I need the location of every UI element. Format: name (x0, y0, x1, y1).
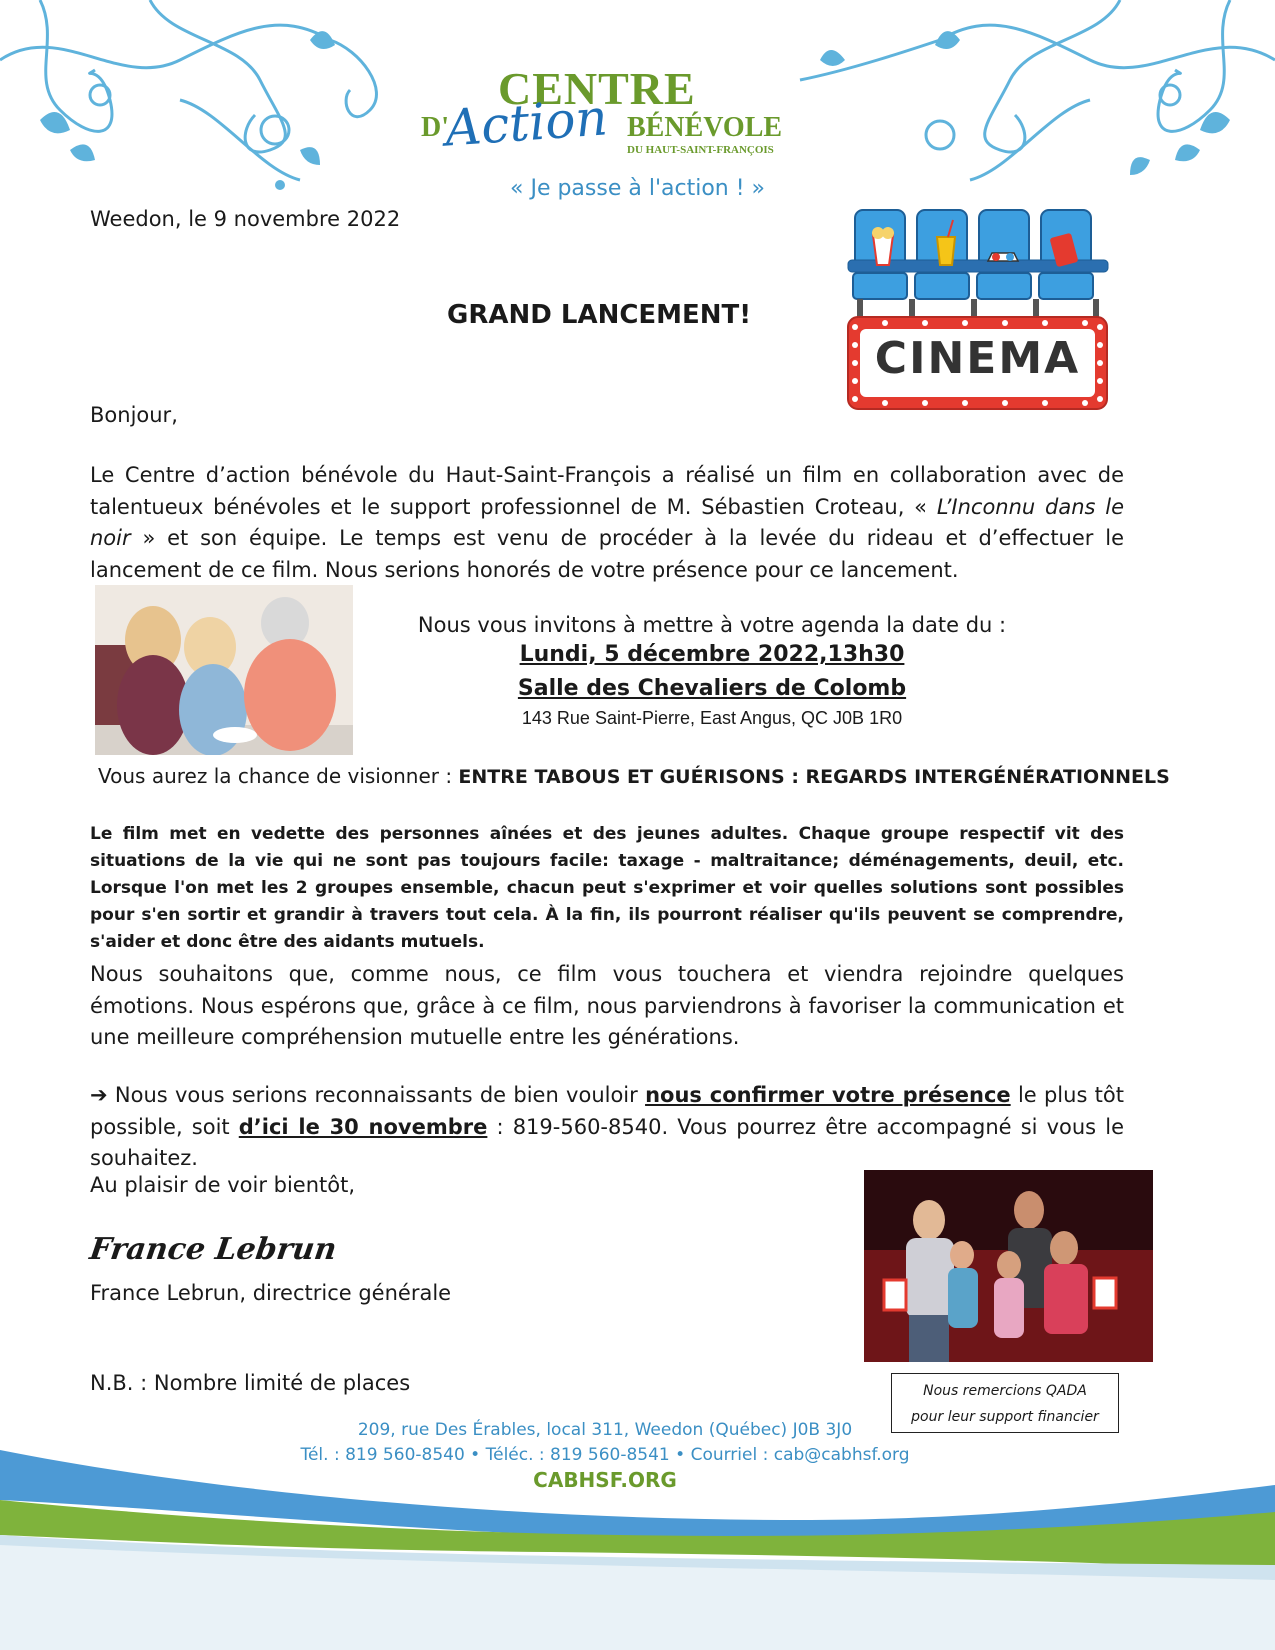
intro-paragraph (90, 460, 1124, 586)
footer-contact: Tél. : 819 560-8540 • Téléc. : 819 560-8541 • Courriel : cab@cabhsf.org (300, 1445, 910, 1465)
rsvp-deadline: d’ici le 30 novembre (238, 1114, 488, 1139)
organization-logo (415, 62, 795, 172)
event-date: Lundi, 5 décembre 2022,13h30 (519, 642, 905, 667)
film-line (98, 764, 1198, 788)
rsvp-text-3: : 819-560-8540. Vous pourrez être accompagné si vous le souhaitez. (90, 1114, 1124, 1170)
event-address: 143 Rue Saint-Pierre, East Angus, QC J0B 1R0 (521, 708, 903, 728)
invite-line: Nous vous invitons à mettre à votre agenda la date du : (417, 613, 1007, 637)
signature: France Lebrun (87, 1232, 339, 1267)
cinema-illustration (845, 205, 1110, 415)
film-intro: Vous aurez la chance de visionner : (98, 764, 459, 788)
rsvp-confirm: nous confirmer votre présence (645, 1083, 1011, 1107)
closing: Au plaisir de voir bientôt, (90, 1173, 356, 1197)
photo-three-women (95, 585, 353, 755)
signer-name: France Lebrun, directrice générale (90, 1281, 452, 1305)
intro-text-2: » et son équipe. Le temps est venu de procéder à la levée du rideau et d’effectuer le lancement de ce film. Nous serions honorés de votre présence pour ce lancement. (90, 526, 1124, 582)
footer-swoosh (0, 1430, 1275, 1650)
logo-line2-prefix: D' (421, 112, 449, 143)
photo-family-cinema (864, 1170, 1153, 1362)
letter-date: Weedon, le 9 novembre 2022 (90, 207, 401, 231)
logo-line3: DU HAUT-SAINT-FRANÇOIS (627, 144, 774, 156)
rsvp-paragraph (90, 1080, 1124, 1175)
sponsor-line1: Nous remercions QADA (923, 1383, 1087, 1399)
swirl-decoration-right (790, 0, 1275, 200)
footer-website[interactable]: CABHSF.ORG (533, 1468, 677, 1492)
sponsor-line2: pour leur support financier (911, 1409, 1099, 1425)
footer-address: 209, rue Des Érables, local 311, Weedon (Québec) J0B 3J0 (357, 1420, 853, 1440)
greeting: Bonjour, (90, 403, 178, 427)
arrow-icon: ➔ (90, 1083, 115, 1107)
swirl-decoration-left (0, 0, 420, 200)
wish-paragraph: Nous souhaitons que, comme nous, ce film vous touchera et viendra rejoindre quelques émotions. Nous espérons que, grâce à ce film, nous parviendrons à favoriser la communication et une meilleure compréhension mutuelle entre les générations. (90, 962, 1124, 1049)
intro-text-1: Le Centre d’action bénévole du Haut-Saint-François a réalisé un film en collaboration avec de talentueux bénévoles et le support professionnel de M. Sébastien Croteau, « (90, 463, 1124, 519)
film-title: ENTRE TABOUS ET GUÉRISONS : REGARDS INTERGÉNÉRATIONNELS (458, 766, 1170, 788)
logo-line2-suffix: BÉNÉVOLE (627, 112, 783, 143)
synopsis-paragraph: Le film met en vedette des personnes aînées et des jeunes adultes. Chaque groupe respectif vit des situations de la vie qui ne sont pas toujours facile: taxage - maltraitance; déménagements, deuil, etc. Lorsque l'on met les 2 groupes ensemble, chacun peut s'exprimer et voir quelles solutions sont possibles pour s'en sortir et grandir à travers tout cela. À la fin, ils pourront réaliser qu'ils peuvent se comprendre, s'aider et donc être des aidants mutuels. (90, 824, 1124, 952)
rsvp-text-2: le plus tôt possible, soit (90, 1083, 1124, 1139)
page-title: GRAND LANCEMENT! (447, 300, 752, 330)
cinema-sign-text: CINEMA (874, 333, 1081, 384)
logo-line1: CENTRE (498, 63, 696, 114)
intro-italic: L’Inconnu dans le noir (90, 494, 1125, 550)
slogan: « Je passe à l'action ! » (510, 176, 765, 201)
nb-note: N.B. : Nombre limité de places (90, 1371, 411, 1395)
logo-line2-script: Action (443, 88, 610, 158)
rsvp-text-1: Nous vous serions reconnaissants de bien vouloir (114, 1083, 646, 1107)
event-venue: Salle des Chevaliers de Colomb (517, 676, 907, 701)
